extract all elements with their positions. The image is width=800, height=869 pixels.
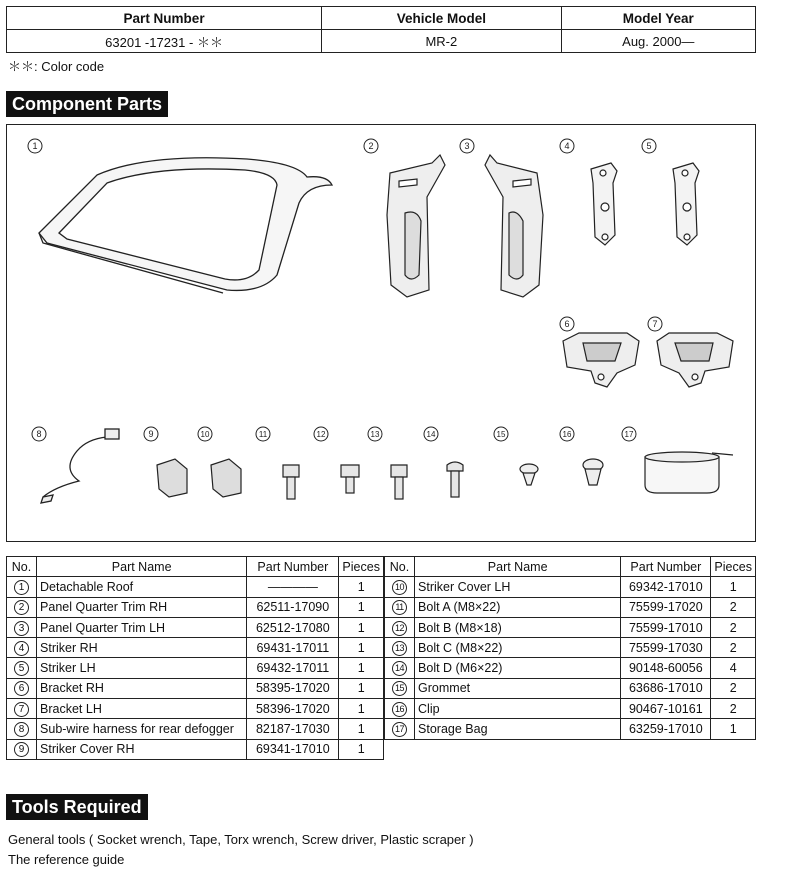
table-row <box>385 577 756 597</box>
col-part-number: Part Number <box>247 557 339 577</box>
panel-quarter-trim-rh-drawing <box>387 155 445 297</box>
row-no <box>7 617 37 637</box>
row-pieces: 1 <box>339 597 384 617</box>
row-part-name: Bracket LH <box>37 699 247 719</box>
row-no <box>7 699 37 719</box>
row-part-name: Clip <box>415 699 621 719</box>
header-col-model-year: Model Year <box>561 7 755 30</box>
diagram-label: 2 <box>368 141 374 151</box>
row-no <box>385 699 415 719</box>
row-no <box>7 719 37 739</box>
row-pieces: 1 <box>339 617 384 637</box>
striker-rh-drawing <box>591 163 617 245</box>
header-col-vehicle-model: Vehicle Model <box>322 7 561 30</box>
header-table <box>6 6 756 53</box>
row-pieces: 2 <box>711 617 756 637</box>
table-row <box>385 699 756 719</box>
parts-table-left <box>6 556 384 760</box>
striker-lh-drawing <box>673 163 699 245</box>
row-part-name: Detachable Roof <box>37 577 247 597</box>
row-part-name: Bolt C (M8×22) <box>415 638 621 658</box>
row-no <box>7 678 37 698</box>
row-part-name: Storage Bag <box>415 719 621 739</box>
diagram-label: 11 <box>258 430 268 439</box>
row-part-name: Bolt A (M8×22) <box>415 597 621 617</box>
row-part-number: 62512-17080 <box>247 617 339 637</box>
table-row <box>7 597 384 617</box>
row-pieces: 1 <box>339 719 384 739</box>
col-pieces: Pieces <box>339 557 384 577</box>
striker-cover-lh-drawing <box>211 459 241 497</box>
row-pieces: 1 <box>339 678 384 698</box>
row-number-badge: 12 <box>392 621 407 636</box>
parts-table-left-body <box>7 577 384 760</box>
component-parts-diagram <box>6 124 756 542</box>
row-part-number: 69342-17010 <box>621 577 711 597</box>
row-number-badge: 3 <box>14 621 29 636</box>
row-pieces: 1 <box>339 638 384 658</box>
row-part-name: Striker Cover LH <box>415 577 621 597</box>
col-part-name: Part Name <box>37 557 247 577</box>
col-part-number: Part Number <box>621 557 711 577</box>
row-part-number: 69432-17011 <box>247 658 339 678</box>
sub-wire-harness-drawing <box>41 429 119 503</box>
table-row <box>7 577 384 597</box>
row-no <box>7 739 37 759</box>
row-part-name: Panel Quarter Trim LH <box>37 617 247 637</box>
table-row <box>385 617 756 637</box>
row-pieces: 1 <box>339 577 384 597</box>
row-number-badge: 16 <box>392 702 407 717</box>
striker-cover-rh-drawing <box>157 459 187 497</box>
tools-line-general: General tools ( Socket wrench, Tape, Torx wrench, Screw driver, Plastic scraper ) <box>8 832 474 847</box>
table-row <box>7 638 384 658</box>
row-part-number: 75599-17030 <box>621 638 711 658</box>
tools-line-reference: The reference guide <box>8 852 125 867</box>
row-part-name: Striker LH <box>37 658 247 678</box>
row-no <box>7 597 37 617</box>
row-part-name: Bracket RH <box>37 678 247 698</box>
row-number-badge: 13 <box>392 641 407 656</box>
table-row <box>7 719 384 739</box>
header-vehicle-model-value: MR-2 <box>322 30 561 53</box>
parts-table-right-body <box>385 577 756 739</box>
table-row <box>7 739 384 759</box>
row-no <box>385 577 415 597</box>
diagram-label: 10 <box>200 430 210 439</box>
clip-drawing <box>583 459 603 485</box>
component-parts-title: Component Parts <box>6 91 168 117</box>
diagram-label: 4 <box>564 141 570 151</box>
header-model-year-value: Aug. 2000— <box>561 30 755 53</box>
table-row <box>385 658 756 678</box>
row-no <box>385 638 415 658</box>
parts-table-right <box>384 556 756 740</box>
row-number-badge: 2 <box>14 600 29 615</box>
row-part-name: Striker Cover RH <box>37 739 247 759</box>
table-row <box>7 658 384 678</box>
col-pieces: Pieces <box>711 557 756 577</box>
row-pieces: 2 <box>711 678 756 698</box>
row-no <box>7 577 37 597</box>
table-row <box>385 678 756 698</box>
row-part-number: 90467-10161 <box>621 699 711 719</box>
row-part-name: Bolt B (M8×18) <box>415 617 621 637</box>
row-part-name: Bolt D (M6×22) <box>415 658 621 678</box>
row-pieces: 1 <box>339 699 384 719</box>
row-pieces: 2 <box>711 699 756 719</box>
row-part-number: 69431-17011 <box>247 638 339 658</box>
diagram-label: 7 <box>652 319 658 329</box>
parts-illustration <box>7 125 755 541</box>
row-part-number: 75599-17010 <box>621 617 711 637</box>
row-no <box>385 678 415 698</box>
diagram-label: 15 <box>496 430 506 439</box>
bracket-lh-drawing <box>657 333 733 387</box>
diagram-label: 13 <box>370 430 380 439</box>
diagram-label: 14 <box>426 430 436 439</box>
row-pieces: 2 <box>711 597 756 617</box>
diagram-label: 9 <box>148 429 154 439</box>
row-part-name: Sub-wire harness for rear defogger <box>37 719 247 739</box>
tools-required-title: Tools Required <box>6 794 148 820</box>
diagram-label: 3 <box>464 141 470 151</box>
row-pieces: 4 <box>711 658 756 678</box>
row-part-number: ———— <box>247 577 339 597</box>
row-no <box>7 638 37 658</box>
diagram-label: 17 <box>624 430 634 439</box>
row-number-badge: 9 <box>14 742 29 757</box>
row-number-badge: 10 <box>392 580 407 595</box>
bracket-rh-drawing <box>563 333 639 387</box>
row-number-badge: 6 <box>14 681 29 696</box>
row-number-badge: 8 <box>14 722 29 737</box>
diagram-label: 16 <box>562 430 572 439</box>
row-part-number: 58395-17020 <box>247 678 339 698</box>
col-part-name: Part Name <box>415 557 621 577</box>
table-row <box>385 719 756 739</box>
panel-quarter-trim-lh-drawing <box>485 155 543 297</box>
table-row <box>385 638 756 658</box>
row-number-badge: 17 <box>392 722 407 737</box>
row-part-number: 82187-17030 <box>247 719 339 739</box>
row-part-number: 58396-17020 <box>247 699 339 719</box>
table-row <box>385 597 756 617</box>
table-row <box>7 617 384 637</box>
row-part-number: 69341-17010 <box>247 739 339 759</box>
diagram-label: 8 <box>36 429 42 439</box>
bolt-c-drawing <box>391 465 407 499</box>
row-no <box>385 658 415 678</box>
row-pieces: 2 <box>711 638 756 658</box>
bolt-a-drawing <box>283 465 299 499</box>
color-code-note: ＊＊: Color code <box>8 59 105 74</box>
row-number-badge: 1 <box>14 580 29 595</box>
row-part-name: Striker RH <box>37 638 247 658</box>
storage-bag-drawing <box>645 452 733 493</box>
col-no: No. <box>7 557 37 577</box>
row-number-badge: 15 <box>392 681 407 696</box>
row-number-badge: 14 <box>392 661 407 676</box>
diagram-label: 5 <box>646 141 652 151</box>
bolt-b-drawing <box>341 465 359 493</box>
tools-list <box>8 830 474 869</box>
row-pieces: 1 <box>711 719 756 739</box>
detachable-roof-drawing <box>39 158 332 293</box>
row-number-badge: 5 <box>14 661 29 676</box>
grommet-drawing <box>520 464 538 485</box>
diagram-label: 6 <box>564 319 570 329</box>
row-part-name: Panel Quarter Trim RH <box>37 597 247 617</box>
row-part-name: Grommet <box>415 678 621 698</box>
row-no <box>7 658 37 678</box>
row-part-number: 63686-17010 <box>621 678 711 698</box>
row-part-number: 75599-17020 <box>621 597 711 617</box>
table-row <box>7 699 384 719</box>
row-part-number: 62511-17090 <box>247 597 339 617</box>
row-pieces: 1 <box>339 739 384 759</box>
row-no <box>385 617 415 637</box>
col-no: No. <box>385 557 415 577</box>
row-number-badge: 11 <box>392 600 407 615</box>
header-col-part-number: Part Number <box>7 7 322 30</box>
table-row <box>7 678 384 698</box>
header-part-number-value: 63201 -17231 - ＊＊ <box>7 30 322 53</box>
row-no <box>385 597 415 617</box>
diagram-label: 12 <box>316 430 326 439</box>
bolt-d-drawing <box>447 462 463 497</box>
row-number-badge: 7 <box>14 702 29 717</box>
diagram-label: 1 <box>32 141 38 151</box>
row-pieces: 1 <box>339 658 384 678</box>
row-number-badge: 4 <box>14 641 29 656</box>
row-no <box>385 719 415 739</box>
row-part-number: 90148-60056 <box>621 658 711 678</box>
row-pieces: 1 <box>711 577 756 597</box>
row-part-number: 63259-17010 <box>621 719 711 739</box>
